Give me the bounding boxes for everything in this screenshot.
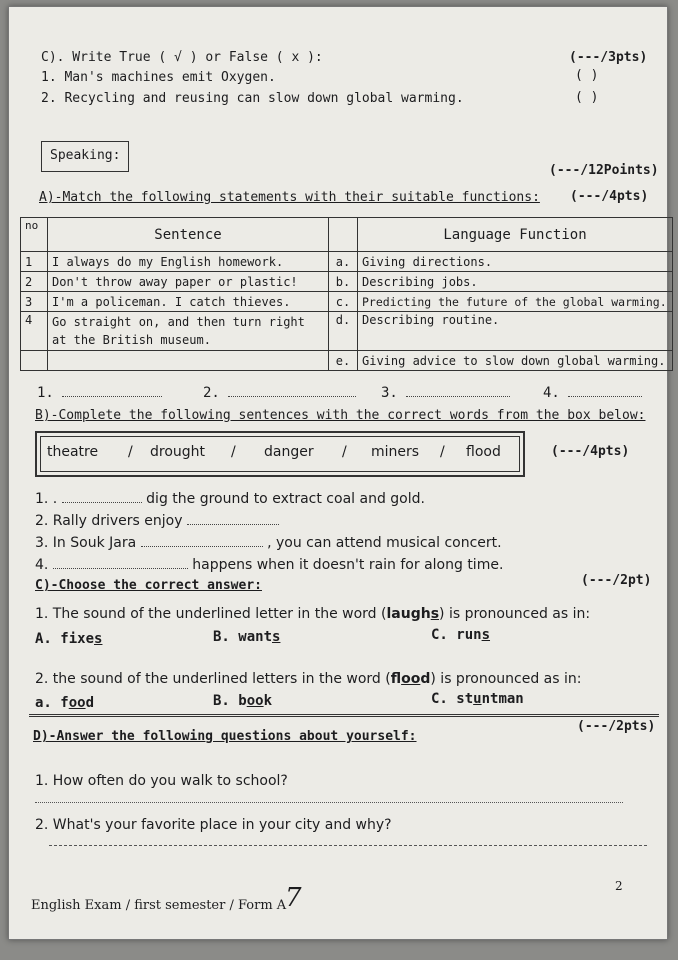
footer-text: English Exam / first semester / Form A bbox=[31, 898, 287, 913]
truefalse-item-2: 2. Recycling and reusing can slow down global warming. bbox=[41, 91, 464, 106]
complete-item-2: 2. Rally drivers enjoy bbox=[35, 513, 279, 529]
word-theatre: theatre bbox=[47, 444, 99, 460]
complete-item-3: 3. In Souk Jara , you can attend musical concert. bbox=[35, 535, 502, 551]
answer-points: (---/2pts) bbox=[577, 719, 656, 734]
word-sep: / bbox=[128, 444, 133, 460]
choose-q1: 1. The sound of the underlined letter in the word (laughs) is pronounced as in: bbox=[35, 606, 591, 622]
answer-line-2[interactable] bbox=[49, 845, 647, 846]
match-answer-4[interactable]: 4. bbox=[543, 385, 642, 401]
word-danger: danger bbox=[264, 444, 314, 460]
word-sep: / bbox=[231, 444, 236, 460]
exam-page bbox=[8, 6, 668, 940]
q2-option-a[interactable]: a. food bbox=[35, 695, 95, 711]
complete-heading: B)-Complete the following sentences with the correct words from the box below: bbox=[35, 408, 646, 423]
choose-points: (---/2pt) bbox=[581, 573, 652, 588]
page-number: 2 bbox=[615, 879, 623, 893]
q1-option-b[interactable]: B. wants bbox=[213, 629, 281, 645]
q2-option-c[interactable]: C. stuntman bbox=[431, 691, 524, 707]
complete-item-1: 1. . dig the ground to extract coal and gold. bbox=[35, 491, 425, 507]
blank-1[interactable] bbox=[62, 491, 142, 503]
table-row: 4 Go straight on, and then turn right at the British museum. d. Describing routine. bbox=[21, 312, 673, 351]
speaking-points: (---/12Points) bbox=[549, 163, 659, 178]
q2-option-b[interactable]: B. book bbox=[213, 693, 273, 709]
word-drought: drought bbox=[150, 444, 206, 460]
blank-3[interactable] bbox=[141, 535, 263, 547]
q1-option-a[interactable]: A. fixes bbox=[35, 631, 103, 647]
match-answer-3[interactable]: 3. bbox=[381, 385, 510, 401]
match-answer-1[interactable]: 1. bbox=[37, 385, 162, 401]
q1-option-c[interactable]: C. runs bbox=[431, 627, 491, 643]
blank-4[interactable] bbox=[53, 557, 188, 569]
col-function-header: Language Function bbox=[358, 218, 673, 252]
match-points: (---/4pts) bbox=[570, 189, 649, 204]
table-row: 1 I always do my English homework. a. Giving directions. bbox=[21, 252, 673, 272]
word-miners: miners bbox=[371, 444, 420, 460]
complete-points: (---/4pts) bbox=[551, 444, 630, 459]
complete-item-4: 4. happens when it doesn't rain for along time. bbox=[35, 557, 504, 573]
match-table bbox=[20, 217, 673, 371]
col-sentence-header: Sentence bbox=[48, 218, 329, 252]
table-row: 2 Don't throw away paper or plastic! b. Describing jobs. bbox=[21, 272, 673, 292]
choose-q2: 2. the sound of the underlined letters in the word (flood) is pronounced as in: bbox=[35, 671, 582, 687]
handwritten-number: 7 bbox=[285, 883, 302, 913]
table-row: 3 I'm a policeman. I catch thieves. c. Predicting the future of the global warming. bbox=[21, 292, 673, 312]
match-heading: A)-Match the following statements with their suitable functions: bbox=[39, 190, 540, 205]
word-flood: flood bbox=[466, 444, 501, 460]
word-sep: / bbox=[440, 444, 445, 460]
question-2: 2. What's your favorite place in your city and why? bbox=[35, 817, 392, 833]
blank-2[interactable] bbox=[187, 513, 279, 525]
word-sep: / bbox=[342, 444, 347, 460]
answer-line-1[interactable] bbox=[35, 802, 623, 803]
speaking-label: Speaking: bbox=[50, 148, 121, 163]
truefalse-answer-1[interactable]: ( ) bbox=[575, 68, 599, 83]
col-no-header: no bbox=[21, 218, 48, 252]
section-divider bbox=[29, 714, 659, 717]
truefalse-heading: C). Write True ( √ ) or False ( x ): bbox=[41, 50, 323, 65]
choose-heading: C)-Choose the correct answer: bbox=[35, 578, 262, 593]
truefalse-item-1: 1. Man's machines emit Oxygen. bbox=[41, 70, 276, 85]
truefalse-answer-2[interactable]: ( ) bbox=[575, 90, 599, 105]
question-1: 1. How often do you walk to school? bbox=[35, 773, 288, 789]
table-row: e. Giving advice to slow down global warming. bbox=[21, 351, 673, 371]
match-answer-2[interactable]: 2. bbox=[203, 385, 356, 401]
truefalse-points: (---/3pts) bbox=[569, 50, 648, 65]
answer-heading: D)-Answer the following questions about yourself: bbox=[33, 729, 417, 744]
